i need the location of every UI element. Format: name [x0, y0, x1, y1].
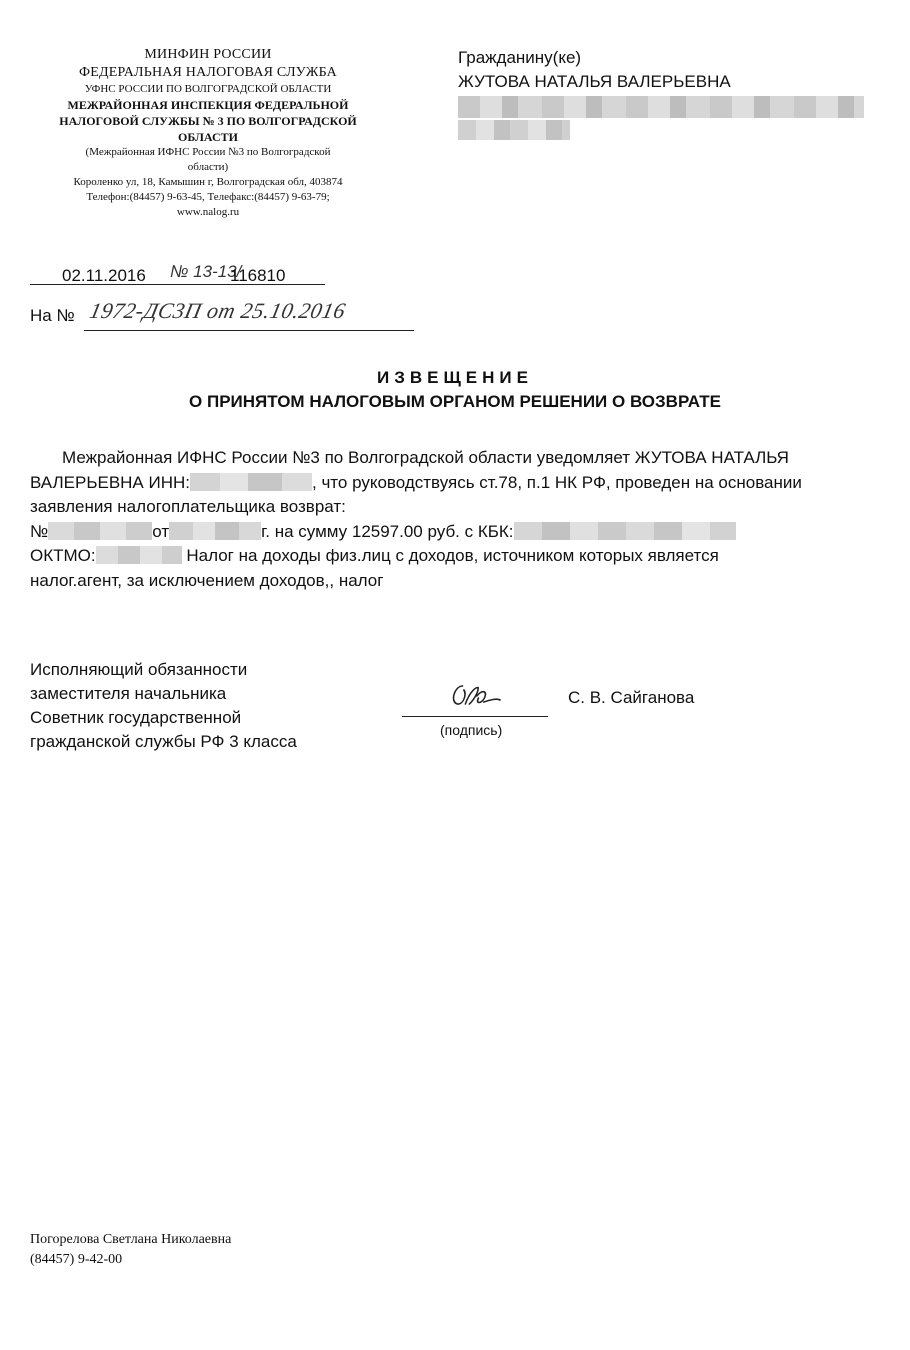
body-line-4 [30, 520, 890, 545]
signature-line [402, 716, 548, 717]
body-tax-description: Налог на доходы физ.лиц с доходов, источником которых является [181, 546, 719, 565]
recipient-name: ЖУТОВА НАТАЛЬЯ ВАЛЕРЬЕВНА [458, 72, 731, 91]
sender-phone: Телефон:(84457) 9-63-45, Телефакс:(84457) 9-63-79; [86, 191, 330, 203]
redacted-inn [190, 473, 312, 491]
sender-regional: УФНС РОССИИ ПО ВОЛГОГРАДСКОЙ ОБЛАСТИ [84, 83, 332, 95]
body-oktmo-label: ОКТМО: [30, 546, 96, 565]
redacted-kbk [514, 522, 736, 540]
body-amount-kbk: г. на сумму 12597.00 руб. с КБК: [261, 521, 514, 541]
signature-caption: (подпись) [440, 722, 503, 738]
document-title: ИЗВЕЩЕНИЕ [377, 368, 533, 387]
outgoing-date: 02.11.2016 [62, 266, 146, 285]
recipient-block [458, 46, 731, 94]
body-inn-label: ВАЛЕРЬЕВНА ИНН: [30, 472, 190, 492]
recipient-salutation: Гражданину(ке) [458, 48, 582, 67]
body-line-3: заявления налогоплательщика возврат: [30, 497, 346, 516]
registration-line [30, 262, 325, 285]
signer-position-2: заместителя начальника [30, 684, 227, 703]
redacted-address-1 [458, 96, 864, 118]
outgoing-number: 116810 [230, 266, 286, 285]
executor-phone: (84457) 9-42-00 [30, 1252, 123, 1267]
notice-body [30, 446, 890, 593]
signer-position-1: Исполняющий обязанности [30, 660, 248, 679]
sender-short-2: области) [187, 161, 229, 173]
reply-label: На № [30, 306, 75, 325]
handwritten-reference: 1972-ДС3П от 25.10.2016 [87, 298, 349, 323]
redacted-address-2 [458, 120, 570, 140]
document-subtitle: О ПРИНЯТОМ НАЛОГОВЫМ ОРГАНОМ РЕШЕНИИ О ВОЗВРАТЕ [189, 392, 721, 411]
sender-website: www.nalog.ru [176, 206, 240, 218]
sender-short-1: (Межрайонная ИФНС России №3 по Волгоградской [85, 146, 331, 158]
body-line-5 [30, 544, 890, 569]
body-line-1: Межрайонная ИФНС России №3 по Волгоградской области уведомляет ЖУТОВА НАТАЛЬЯ [62, 448, 789, 467]
redacted-application-date [169, 522, 261, 540]
body-line-2-rest: , что руководствуясь ст.78, п.1 НК РФ, проведен на основании [312, 472, 802, 492]
signer-position-4: гражданской службы РФ 3 класса [30, 732, 297, 751]
signer-position-3: Советник государственной [30, 708, 242, 727]
executor-name: Погорелова Светлана Николаевна [30, 1232, 232, 1247]
body-line-6: налог.агент, за исключением доходов,, налог [30, 570, 384, 590]
executor-block [30, 1230, 231, 1270]
body-line-2 [30, 471, 890, 496]
signer-position [30, 658, 297, 754]
sender-block [28, 46, 388, 220]
sender-inspection-2: НАЛОГОВОЙ СЛУЖБЫ № 3 ПО ВОЛГОГРАДСКОЙ [59, 114, 357, 128]
redacted-oktmo [96, 546, 182, 564]
body-from-label: от [152, 521, 170, 541]
handwritten-signature [442, 680, 509, 721]
body-number-sign: № [30, 521, 49, 541]
sender-address: Короленко ул, 18, Камышин г, Волгоградская обл, 403874 [73, 176, 343, 188]
redacted-application-number [48, 522, 152, 540]
sender-service: ФЕДЕРАЛЬНАЯ НАЛОГОВАЯ СЛУЖБА [78, 65, 337, 80]
signer-name: С. В. Сайганова [568, 688, 695, 707]
sender-inspection-1: МЕЖРАЙОННАЯ ИНСПЕКЦИЯ ФЕДЕРАЛЬНОЙ [67, 98, 349, 112]
sender-inspection-3: ОБЛАСТИ [178, 130, 238, 144]
handwritten-prefix: № 13-13/ [170, 262, 242, 281]
sender-ministry: МИНФИН РОССИИ [144, 47, 272, 62]
reply-underline [84, 330, 414, 331]
